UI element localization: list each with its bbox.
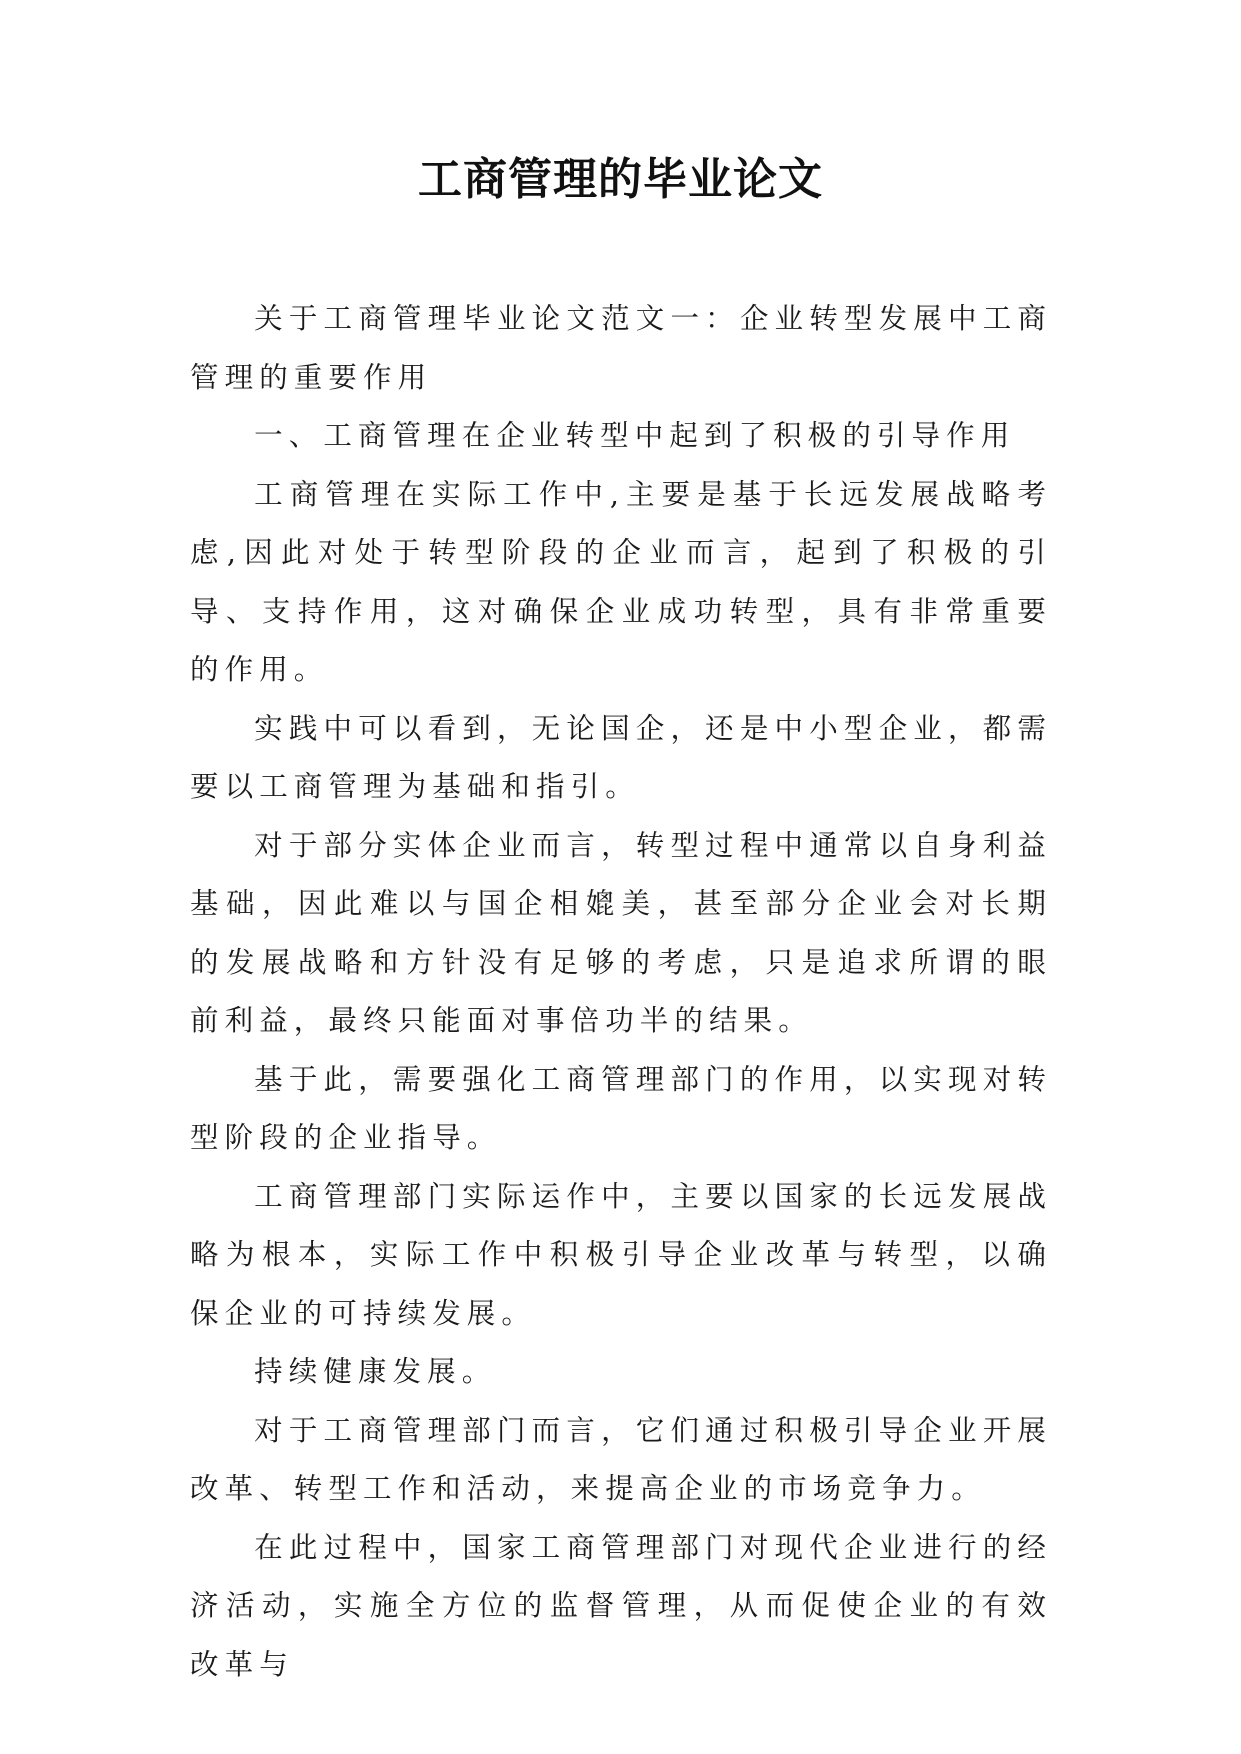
- paragraph-2: 一、工商管理在企业转型中起到了积极的引导作用: [254, 419, 1016, 452]
- paragraph-5: 对于部分实体企业而言，转型过程中通常以自身利益基础，因此难以与国企相媲美，甚至部分企业会对长期的发展战略和方针没有足够的考虑，只是追求所谓的眼前利益，最终只能面对事倍功半的结果。: [190, 828, 1052, 1037]
- paragraph-3: 工商管理在实际工作中,主要是基于长远发展战略考虑,因此对处于转型阶段的企业而言，起到了积极的引导、支持作用，这对确保企业成功转型，具有非常重要的作用。: [190, 477, 1052, 686]
- paragraph-1: 关于工商管理毕业论文范文一：企业转型发展中工商管理的重要作用: [190, 302, 1052, 394]
- paragraph-10: 在此过程中，国家工商管理部门对现代企业进行的经济活动，实施全方位的监督管理，从而促使企业的有效改革与: [190, 1530, 1052, 1681]
- paragraph-7: 工商管理部门实际运作中，主要以国家的长远发展战略为根本，实际工作中积极引导企业改革与转型，以确保企业的可持续发展。: [190, 1179, 1052, 1330]
- paragraph-4: 实践中可以看到，无论国企，还是中小型企业，都需要以工商管理为基础和指引。: [190, 711, 1052, 803]
- document-body: [190, 290, 1052, 1694]
- paragraph-9: 对于工商管理部门而言，它们通过积极引导企业开展改革、转型工作和活动，来提高企业的市场竞争力。: [190, 1413, 1052, 1505]
- paragraph-6: 基于此，需要强化工商管理部门的作用，以实现对转型阶段的企业指导。: [190, 1062, 1052, 1154]
- document-title: 工商管理的毕业论文: [418, 154, 823, 205]
- paragraph-8: 持续健康发展。: [254, 1355, 497, 1388]
